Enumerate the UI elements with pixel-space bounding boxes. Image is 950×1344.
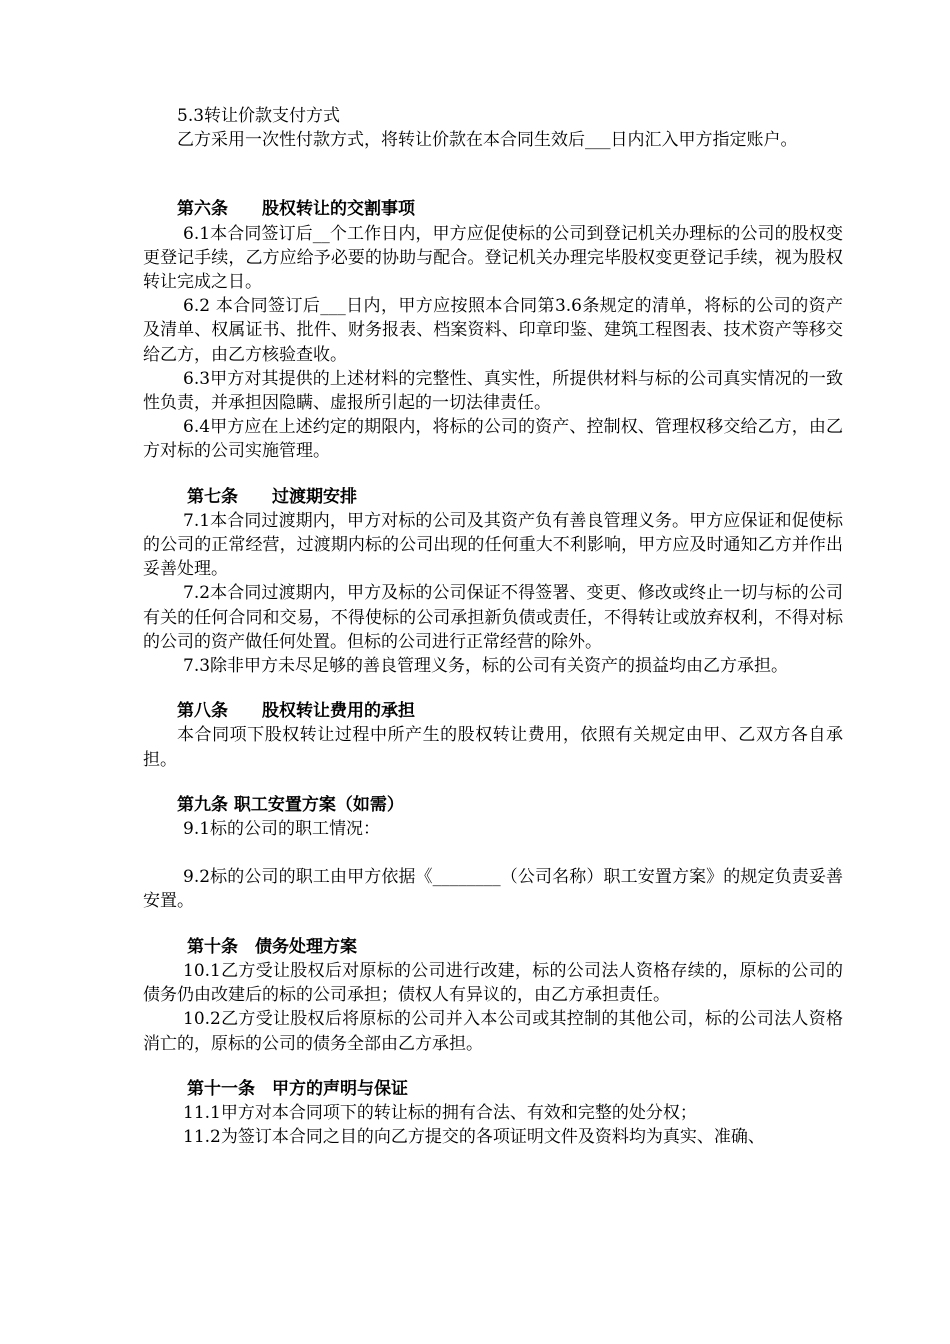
clause-10-2: 10.2乙方受让股权后将原标的公司并入本公司或其控制的其他公司，标的公司法人资格消亡的，原标的公司的债务全部由乙方承担。 [143,1009,843,1054]
clause-6-1: 6.1本合同签订后__个工作日内，甲方应促使标的公司到登记机关办理标的公司的股权变更登记手续，乙方应给予必要的协助与配合。登记机关办理完毕股权变更登记手续，视为股权转让完成之日。 [143,223,843,293]
clause-5-3-title: 5.3转让价款支付方式 [177,106,341,126]
clause-10-1: 10.1乙方受让股权后对原标的公司进行改建，标的公司法人资格存续的，原标的公司的债务仍由改建后的标的公司承担；债权人有异议的，由乙方承担责任。 [143,960,843,1006]
clause-7-3: 7.3除非甲方未尽足够的善良管理义务，标的公司有关资产的损益均由乙方承担。 [183,656,789,677]
clause-8-text: 本合同项下股权转让过程中所产生的股权转让费用，依照有关规定由甲、乙双方各自承担。 [143,725,843,770]
clause-6-4: 6.4甲方应在上述约定的期限内，将标的公司的资产、控制权、管理权移交给乙方，由乙方对标的公司实施管理。 [143,417,843,462]
clause-11-2: 11.2为签订本合同之目的向乙方提交的各项证明文件及资料均为真实、准确、 [183,1127,765,1148]
clause-9-2: 9.2标的公司的职工由甲方依据《________（公司名称）职工安置方案》的规定负责妥善安置。 [143,867,843,912]
article-8-heading: 第八条 股权转让费用的承担 [177,701,415,722]
clause-11-1: 11.1甲方对本合同项下的转让标的拥有合法、有效和完整的处分权； [183,1102,697,1123]
article-6-heading: 第六条 股权转让的交割事项 [177,199,415,220]
article-9-heading: 第九条 职工安置方案（如需） [177,794,404,815]
clause-5-3-text: 乙方采用一次性付款方式，将转让价款在本合同生效后___日内汇入甲方指定账户。 [177,130,798,151]
article-7-heading: 第七条 过渡期安排 [187,486,357,507]
clause-7-1: 7.1本合同过渡期内，甲方对标的公司及其资产负有善良管理义务。甲方应保证和促使标的公司的正常经营，过渡期内标的公司出现的任何重大不利影响，甲方应及时通知乙方并作出妥善处理。 [143,510,843,580]
clause-9-1: 9.1标的公司的职工情况： [183,819,381,840]
clause-7-2: 7.2本合同过渡期内，甲方及标的公司保证不得签署、变更、修改或终止一切与标的公司有关的任何合同和交易，不得使标的公司承担新负债或责任，不得转让或放弃权利，不得对标的公司的资产做任何处置。但标的公司进行正常经营的除外。 [143,583,843,652]
clause-6-2: 6.2 本合同签订后___日内，甲方应按照本合同第3.6条规定的清单，将标的公司的资产及清单、权属证书、批件、财务报表、档案资料、印章印鉴、建筑工程图表、技术资产等移交给乙方，由乙方核验查收。 [143,296,843,365]
document-body [143,104,843,1149]
article-10-heading: 第十条 债务处理方案 [187,936,357,957]
article-11-heading: 第十一条 甲方的声明与保证 [187,1078,408,1099]
clause-6-3: 6.3甲方对其提供的上述材料的完整性、真实性，所提供材料与标的公司真实情况的一致性负责，并承担因隐瞒、虚报所引起的一切法律责任。 [143,368,843,414]
